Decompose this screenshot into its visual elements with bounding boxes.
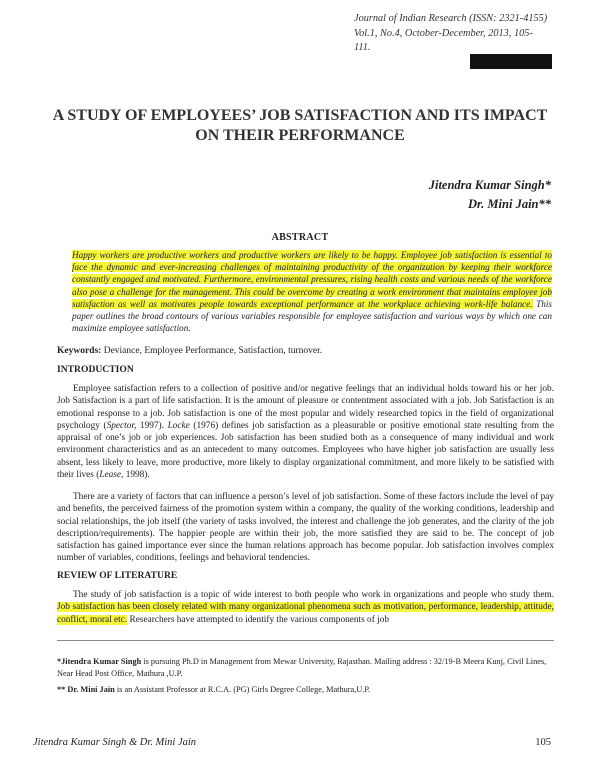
abstract-highlighted-text: Happy workers are productive workers and productive workers are likely to be happy. Employee job satisfaction is essential to face the dynamic and ever-increasing challenges of maintaining productivity of the organization by keeping their workforce constantly engaged and motivated. Furthermore, environmental pressures, rising health costs and various needs of the workforce also pose a challenge for the management. This could be overcome by creating a work environment that maintains employee job satisfaction as well as motivates people towards exceptional performance at the workplace achieving work-life balance. — [72, 250, 552, 309]
footnote-2-text: is an Assistant Professor at R.C.A. (PG) Girls Degree College, Mathura,U.P. — [114, 685, 371, 694]
abstract-body — [72, 249, 552, 334]
review-text-b: Researchers have attempted to identify the various components of job — [127, 614, 390, 625]
introduction-paragraph-2 — [57, 491, 554, 565]
intro-text-d: , 1998). — [121, 470, 150, 481]
author-list — [429, 176, 551, 214]
review-text-a: The study of job satisfaction is a topic of wide interest to both people who work in organizations and people who study them. — [73, 590, 554, 600]
footnote-1-name: *Jitendra Kumar Singh — [57, 657, 142, 666]
intro-paragraph-2-text: There are a variety of factors that can influence a person’s level of job satisfaction. Some of these factors include the level of pay and benefits, the perceived fairness of the promotion system within a company, the quality of the working conditions, leadership and social relationships, the job itself (the variety of tasks involved, the interest and challenge the job generates, and the clarity of the job description/requirements). The happier people are within their job, the more satisfied they are said to be. The concept of job satisfaction has gained importance ever since the human relations approach has become popular. Job satisfaction involves complex number of variables, conditions, feelings and behavioral tendencies. — [57, 492, 554, 564]
journal-line-3: 111. — [354, 42, 371, 53]
author-2: Dr. Mini Jain** — [467, 197, 551, 211]
keywords-label: Keywords: — [57, 346, 102, 356]
footer-authors: Jitendra Kumar Singh & Dr. Mini Jain — [33, 737, 197, 748]
keywords-text: Deviance, Employee Performance, Satisfaction, turnover. — [101, 346, 323, 356]
intro-text-a: Employee satisfaction refers to a collection of positive and/or negative feelings that an individual holds toward his or her job. Job Satisfaction is a part of life satisfaction. It is the amount of pleasure or contentment associated with a job. Job Satisfaction is an emotional response to a job. Job satisfaction is one of the most popular and widely researched topics in the field of organizational psychology ( — [57, 384, 554, 431]
review-heading: REVIEW OF LITERATURE — [57, 570, 178, 581]
keywords — [57, 346, 322, 356]
introduction-paragraph-1 — [57, 383, 554, 481]
author-1: Jitendra Kumar Singh* — [428, 178, 551, 192]
citation-spector: Spector, — [106, 420, 137, 431]
footnote-divider — [57, 640, 554, 641]
footnote-1 — [57, 656, 554, 679]
footnote-1-text: is pursuing Ph.D in Management from Mewar University, Rajasthan. Mailing address : 32/19-B Meera Kunj, Civil Lines, Near Head Post Office, Mathura ,U.P. — [57, 657, 547, 678]
journal-line-2: Vol.1, No.4, October-December, 2013, 105- — [354, 27, 533, 39]
abstract-rest-text: This paper outlines the broad contours of various variables responsible for employee satisfaction and various ways by which one can maximize employee satisfaction. — [72, 298, 552, 334]
journal-line-1: Journal of Indian Research (ISSN: 2321-4155) — [354, 13, 548, 24]
citation-locke: Locke — [167, 420, 190, 431]
citation-lease: Lease — [99, 470, 122, 481]
review-highlighted-text: Job satisfaction has been closely related with many organizational phenomena such as motivation, performance, leadership, attitude, conflict, moral etc. — [57, 602, 554, 625]
page-number: 105 — [535, 737, 551, 748]
review-paragraph-1 — [57, 589, 554, 626]
redaction-bar — [470, 54, 552, 69]
paper-title: A STUDY OF EMPLOYEES’ JOB SATISFACTION AND ITS IMPACT ON THEIR PERFORMANCE — [52, 107, 548, 144]
footnote-2-name: ** Dr. Mini Jain — [57, 685, 115, 694]
intro-text-b: 1997). — [136, 420, 168, 431]
abstract-heading: ABSTRACT — [271, 232, 329, 243]
introduction-heading: INTRODUCTION — [57, 364, 134, 375]
footnote-2 — [57, 684, 554, 696]
intro-text-c: (1976) defines job satisfaction as a pleasurable or positive emotional state resulting from the appraisal of one’s job or job experiences. Job satisfaction has been studied both as a consequence of many individual and work environment characteristics and as an antecedent to many outcomes. Employees who have higher job satisfaction are usually less absent, less likely to leave, more productive, more likely to display organizational commitment, and more likely to be satisfied with their lives ( — [57, 420, 554, 481]
journal-citation — [354, 12, 564, 56]
